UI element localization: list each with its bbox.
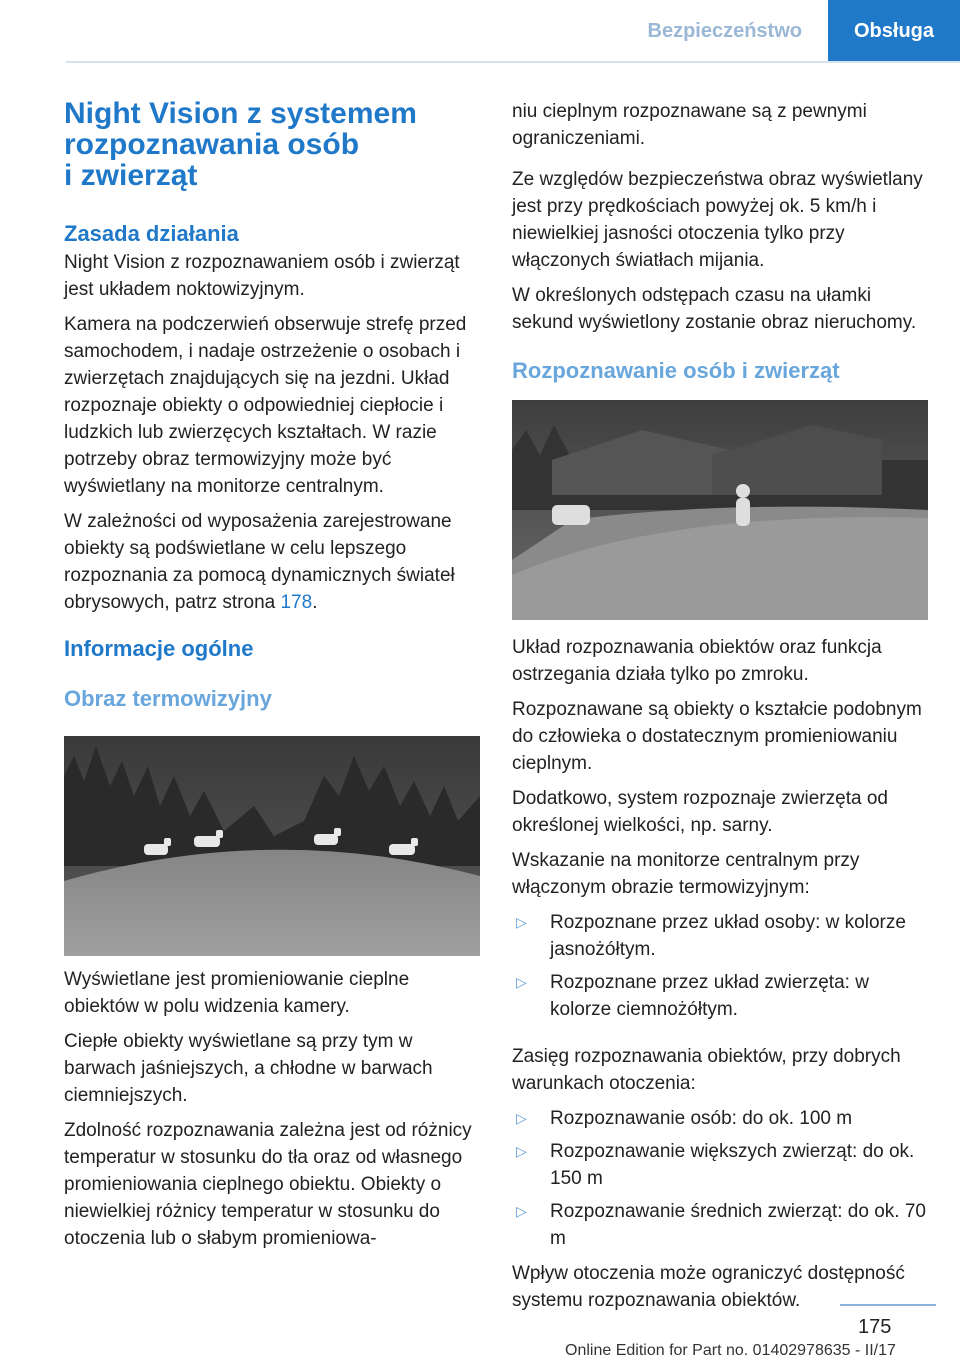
footer-rule xyxy=(840,1304,936,1306)
highlight-color-list xyxy=(512,909,928,1023)
paragraph: Night Vision z rozpoznawaniem osób i zwierząt jest układem noktowizyjnym. xyxy=(64,252,460,300)
section-tab-operation[interactable]: Obsługa xyxy=(828,0,960,62)
paragraph: Wpływ otoczenia może ograniczyć dostępność systemu rozpoznawania obiektów. xyxy=(512,1263,905,1311)
paragraph: Wskazanie na monitorze centralnym przy włączonym obrazie termowizyjnym: xyxy=(512,850,860,898)
section-heading-principle: Zasada działania xyxy=(64,221,239,246)
paragraph: Ze względów bezpieczeństwa obraz wyświetlany jest przy prędkościach powyżej ok. 5 km/h i niewielkiej jasności otoczenia tylko przy włączonych światłach mijania. xyxy=(512,169,923,271)
triangle-right-icon: ▷ xyxy=(516,974,527,990)
list-item: ▷ Rozpoznawanie większych zwierząt: do ok. 150 m xyxy=(512,1138,928,1192)
title-line-1: Night Vision z systemem xyxy=(64,97,417,130)
edition-footer: Online Edition for Part no. 01402978635 - II/17 xyxy=(565,1342,896,1359)
left-column xyxy=(64,98,480,1252)
triangle-right-icon: ▷ xyxy=(516,914,527,930)
paragraph: Zasięg rozpoznawania obiektów, przy dobrych warunkach otoczenia: xyxy=(512,1046,901,1094)
subsection-heading-recognition: Rozpoznawanie osób i zwierząt xyxy=(512,358,840,383)
title-line-3: i zwierząt xyxy=(64,159,198,192)
caption-paragraph: Układ rozpoznawania obiektów oraz funkcja ostrzegania działa tylko po zmroku. xyxy=(512,637,882,685)
title-line-2: rozpoznawania osób xyxy=(64,128,360,161)
page-number: 175 xyxy=(858,1316,892,1338)
header-rule xyxy=(66,61,960,63)
paragraph: Dodatkowo, system rozpoznaje zwierzęta od określonej wielkości, np. sarny. xyxy=(512,788,888,836)
triangle-right-icon: ▷ xyxy=(516,1110,527,1126)
paragraph: Ciepłe obiekty wyświetlane są przy tym w barwach jaśniejszych, a chłodne w barwach ciemniejszych. xyxy=(64,1031,433,1106)
page-reference-link[interactable]: 178 xyxy=(280,592,313,613)
thermal-image-animals xyxy=(64,736,480,956)
paragraph: niu cieplnym rozpoznawane są z pewnymi ograniczeniami. xyxy=(512,101,867,149)
list-item: ▷ Rozpoznawanie średnich zwierząt: do ok. 70 m xyxy=(512,1198,928,1252)
page-header xyxy=(622,0,960,62)
paragraph: W określonych odstępach czasu na ułamki sekund wyświetlony zostanie obraz nieruchomy. xyxy=(512,285,917,333)
section-tab-safety[interactable]: Bezpieczeństwo xyxy=(622,0,828,62)
paragraph: Zdolność rozpoznawania zależna jest od różnicy temperatur w stosunku do tła oraz od własnego promieniowania cieplnego obiektu. Obiekty o niewielkiej różnicy temperatur w stosunku do otoczenia lub o słabym promieniowa- xyxy=(64,1120,472,1249)
page-title xyxy=(64,98,480,191)
thermal-image-pedestrian xyxy=(512,400,928,620)
paragraph: W zależności od wyposażenia zarejestrowane obiekty są podświetlane w celu lepszego rozpoznania za pomocą dynamicznych świateł obrysowych, patrz strona 178. xyxy=(64,511,455,613)
list-item: ▷ Rozpoznawanie osób: do ok. 100 m xyxy=(512,1105,928,1132)
list-item: ▷ Rozpoznane przez układ zwierzęta: w kolorze ciemnożółtym. xyxy=(512,969,928,1023)
paragraph: Kamera na podczerwień obserwuje strefę przed samochodem, i nadaje ostrzeżenie o osobach i zwierzętach znajdujących się na jezdni. Układ rozpoznaje obiekty o odpowiedniej ciepłocie i ludzkich lub zwierzęcych kształtach. W razie potrzeby obraz termowizyjny może być wyświetlany na monitorze centralnym. xyxy=(64,314,467,497)
section-heading-general: Informacje ogólne xyxy=(64,636,254,661)
triangle-right-icon: ▷ xyxy=(516,1143,527,1159)
right-column xyxy=(512,98,928,1314)
paragraph: Rozpoznawane są obiekty o kształcie podobnym do człowieka o dostatecznym promieniowaniu cieplnym. xyxy=(512,699,922,774)
triangle-right-icon: ▷ xyxy=(516,1203,527,1219)
list-item: ▷ Rozpoznane przez układ osoby: w kolorze jasnożółtym. xyxy=(512,909,928,963)
range-list xyxy=(512,1105,928,1252)
subsection-heading-thermal: Obraz termowizyjny xyxy=(64,686,272,711)
caption-paragraph: Wyświetlane jest promieniowanie cieplne obiektów w polu widzenia kamery. xyxy=(64,969,410,1017)
